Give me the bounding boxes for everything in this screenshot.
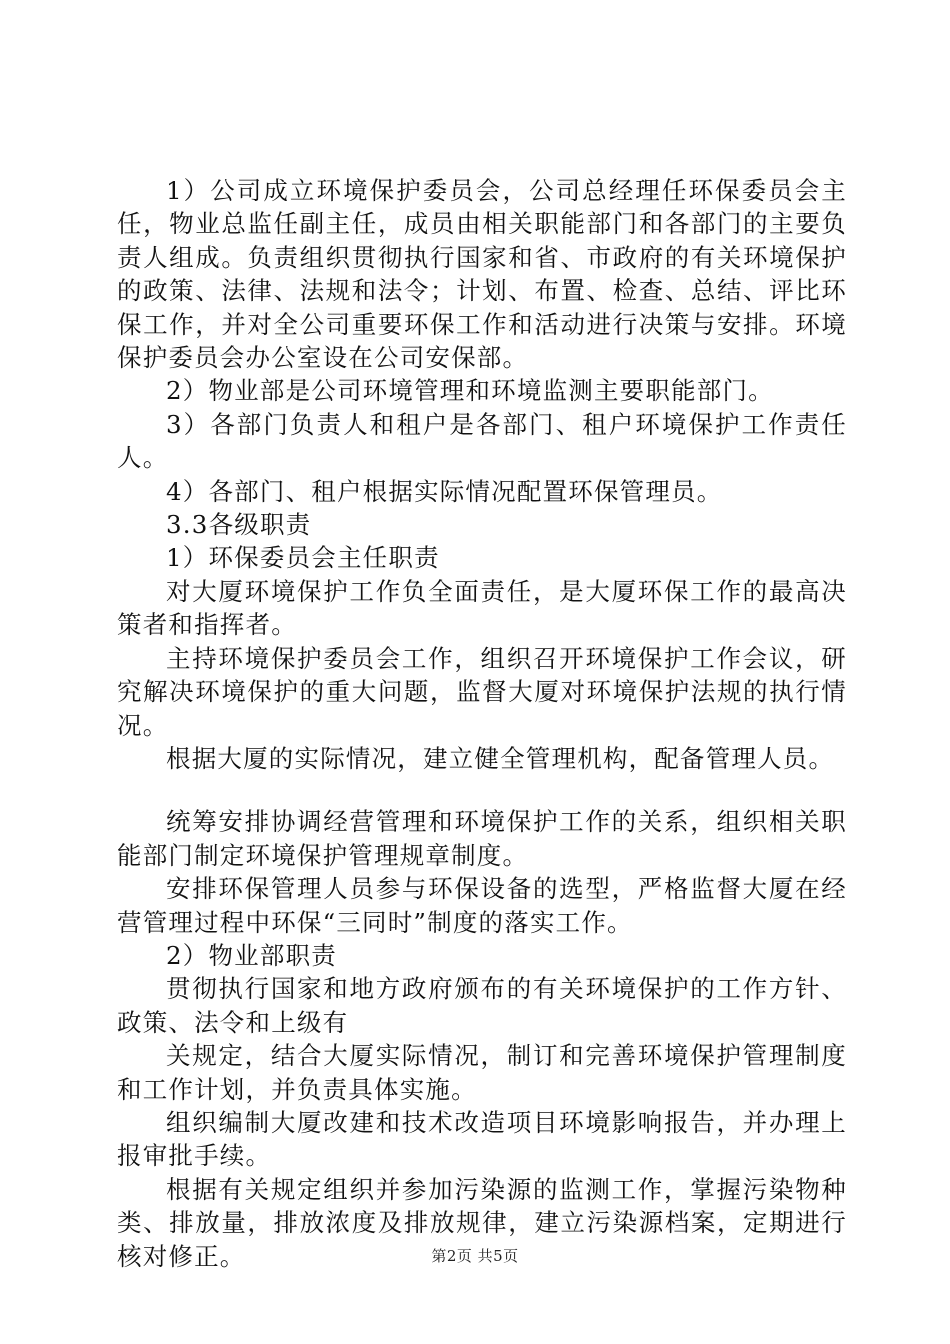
paragraph: 关规定，结合大厦实际情况，制订和完善环境保护管理制度和工作计划，并负责具体实施。 [117, 1041, 847, 1104]
subsection-heading: 2）物业部职责 [166, 940, 337, 970]
paragraph: 根据大厦的实际情况，建立健全管理机构，配备管理人员。 [166, 743, 835, 773]
paragraph: 根据有关规定组织并参加污染源的监测工作，掌握污染物种类、排放量，排放浓度及排放规律，建立污染源档案，定期进行核对修正。 [117, 1174, 847, 1271]
paragraph: 对大厦环境保护工作负全面责任，是大厦环保工作的最高决策者和指挥者。 [117, 576, 847, 640]
paragraph: 1）公司成立环境保护委员会，公司总经理任环保委员会主任，物业总监任副主任，成员由相关职能部门和各部门的主要负责人组成。负责组织贯彻执行国家和省、市政府的有关环境保护的政策、法律、法规和法令；计划、布置、检查、总结、评比环保工作，并对全公司重要环保工作和活动进行决策与安排。环境保护委员会办公室设在公司安保部。 [117, 176, 847, 373]
paragraph: 主持环境保护委员会工作，组织召开环境保护工作会议，研究解决环境保护的重大问题，监督大厦对环境保护法规的执行情况。 [117, 643, 847, 740]
section-heading: 3.3各级职责 [166, 510, 312, 540]
paragraph: 2）物业部是公司环境管理和环境监测主要职能部门。 [166, 376, 774, 406]
page-number-footer: 第2页 共5页 [431, 1247, 519, 1265]
paragraph: 贯彻执行国家和地方政府颁布的有关环境保护的工作方针、政策、法令和上级有 [117, 974, 847, 1037]
paragraph: 统筹安排协调经营管理和环境保护工作的关系，组织相关职能部门制定环境保护管理规章制度。 [117, 807, 847, 870]
paragraph: 安排环保管理人员参与环保设备的选型，严格监督大厦在经营管理过程中环保“三同时”制度的落实工作。 [117, 874, 847, 937]
paragraph: 组织编制大厦改建和技术改造项目环境影响报告，并办理上报审批手续。 [117, 1107, 847, 1171]
paragraph: 3）各部门负责人和租户是各部门、租户环境保护工作责任人。 [117, 409, 847, 473]
paragraph: 4）各部门、租户根据实际情况配置环保管理员。 [166, 476, 723, 506]
subsection-heading: 1）环保委员会主任职责 [166, 543, 440, 573]
document-body [117, 174, 847, 1273]
